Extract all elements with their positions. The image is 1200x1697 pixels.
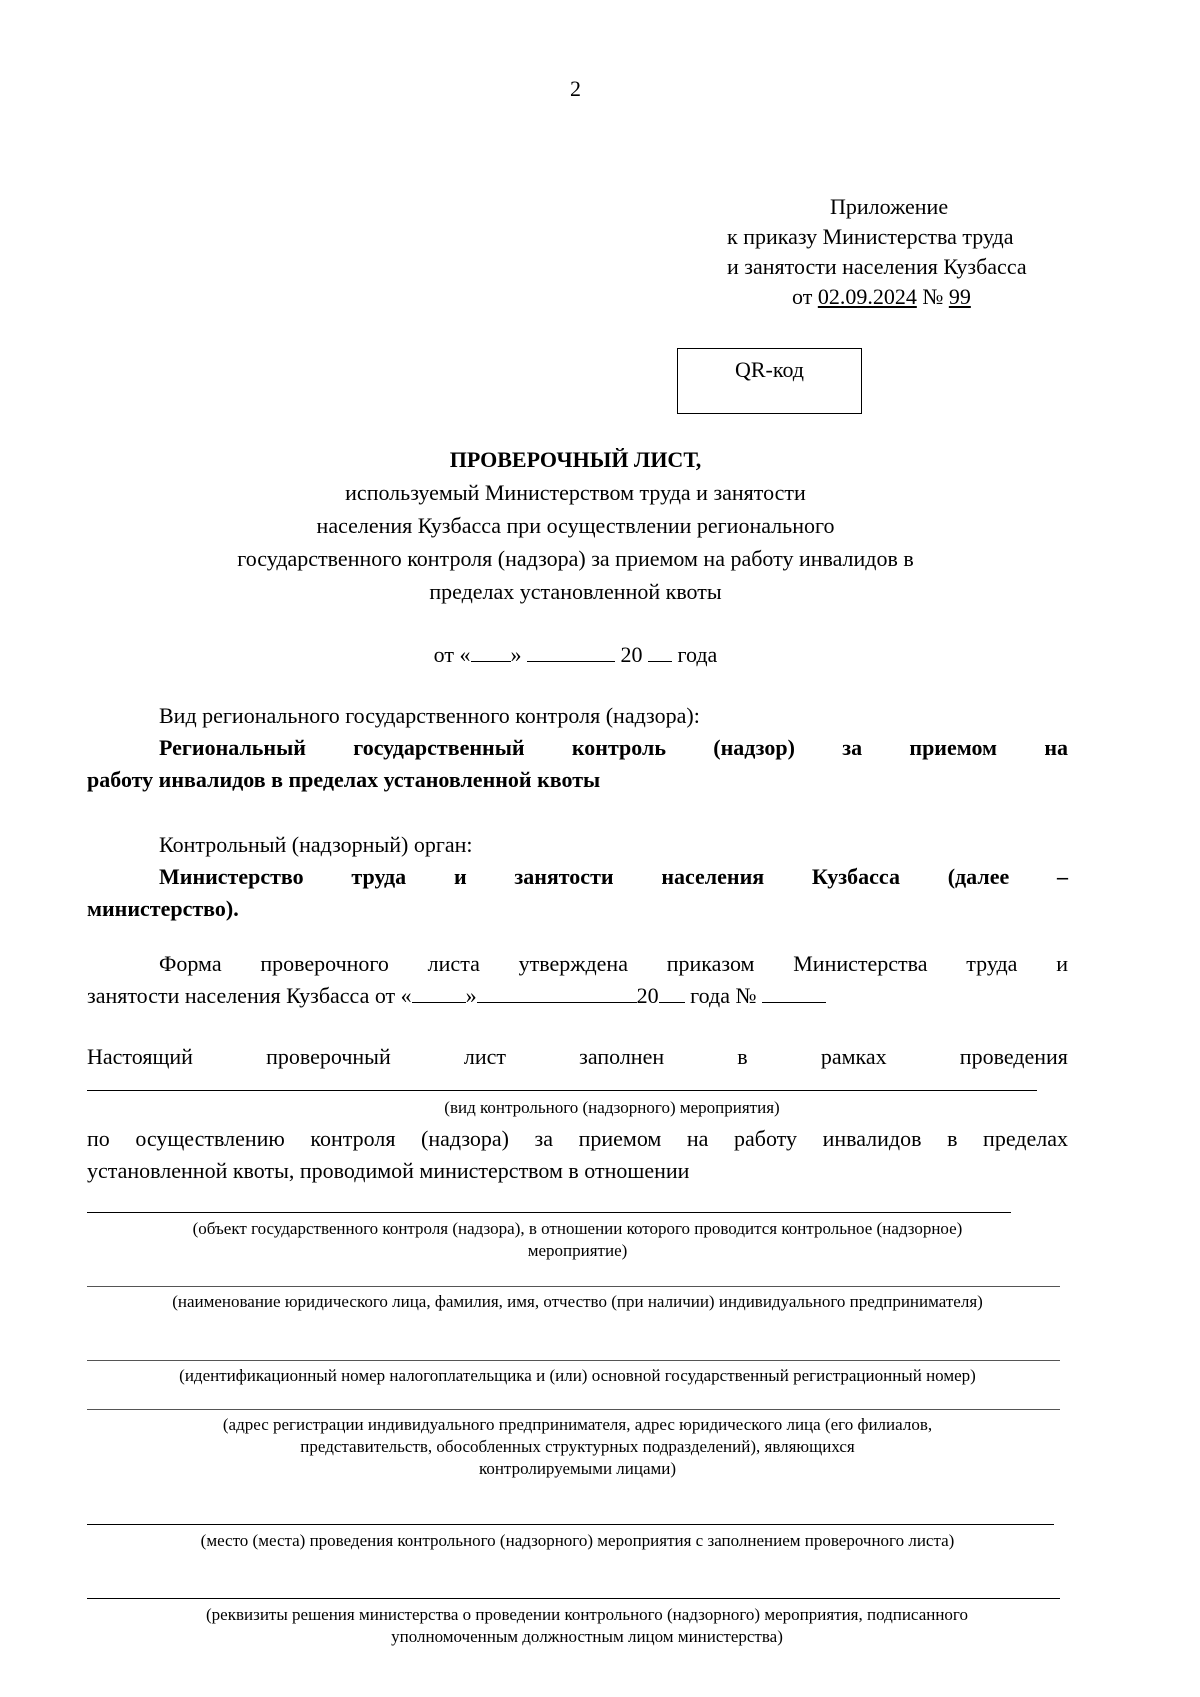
year-prefix: 20: [620, 642, 643, 667]
approval-year-blank[interactable]: [659, 980, 685, 1003]
date-prefix: от «: [433, 642, 471, 667]
subtitle-line-4: пределах установленной квоты: [429, 579, 722, 604]
place-caption: (место (места) проведения контрольного (надзорного) мероприятия с заполнением проверочного листа): [200, 1531, 955, 1550]
object-caption-line-2: мероприятие): [527, 1241, 628, 1260]
object-fill-line[interactable]: [87, 1212, 1011, 1213]
control-type-value-line-2: работу инвалидов в пределах установленной квоты: [87, 767, 601, 792]
appendix-date-line: [792, 282, 971, 312]
filled-in-word: лист: [463, 1044, 507, 1069]
entity-name-caption: (наименование юридического лица, фамилия, имя, отчество (при наличии) индивидуального предпринимателя): [172, 1292, 983, 1311]
form-approval-suffix: года №: [684, 983, 757, 1008]
implementation-paragraph: [87, 1123, 1068, 1187]
address-caption-line-3: контролируемыми лицами): [478, 1459, 677, 1478]
qr-code-label: QR-код: [734, 357, 805, 382]
control-body-word: Министерство: [159, 864, 304, 889]
document-heading: [80, 443, 1071, 608]
appendix-line-3: и занятости населения Кузбасса: [727, 254, 1027, 279]
control-body-word: труда: [351, 864, 407, 889]
control-body-label: Контрольный (надзорный) орган:: [159, 832, 473, 857]
filled-in-word: проверочный: [266, 1044, 391, 1069]
address-caption-line-1: (адрес регистрации индивидуального предпринимателя, адрес юридического лица (его филиалов,: [222, 1415, 933, 1434]
month-blank[interactable]: [527, 639, 615, 662]
filled-in-word: проведения: [959, 1044, 1068, 1069]
control-body-word: населения: [661, 864, 765, 889]
control-body-word: (далее: [947, 864, 1010, 889]
approval-day-blank[interactable]: [412, 980, 466, 1003]
control-body-value-line-1: [87, 861, 1068, 893]
tax-id-caption: (идентификационный номер налогоплательщика и (или) основной государственный регистрационный номер): [179, 1366, 976, 1385]
checklist-date-line: [80, 638, 1071, 671]
date-close-quote: »: [510, 642, 522, 667]
control-type-section: [87, 700, 1068, 796]
control-type-value-line-1: Региональный государственный контроль (надзор) за приемом на: [159, 735, 1068, 760]
control-body-section: [87, 829, 1068, 925]
subtitle-line-2: населения Кузбасса при осуществлении регионального: [316, 513, 835, 538]
appendix-date-prefix: от: [792, 284, 818, 309]
qr-code-placeholder: [677, 348, 862, 414]
control-body-word: –: [1056, 864, 1068, 889]
form-approval-year-prefix: 20: [636, 983, 659, 1008]
implementation-line-2: установленной квоты, проводимой министерством в отношении: [87, 1158, 690, 1183]
subtitle-line-1: используемый Министерством труда и занятости: [345, 480, 806, 505]
appendix-date: 02.09.2024: [817, 284, 917, 309]
form-approval-line-1: Форма проверочного листа утверждена приказом Министерства труда и: [159, 951, 1068, 976]
filled-in-word: Настоящий: [87, 1044, 193, 1069]
document-title: ПРОВЕРОЧНЫЙ ЛИСТ,: [449, 447, 702, 472]
form-approval-line-2: [87, 980, 1068, 1012]
appendix-number: 99: [948, 284, 971, 309]
form-approval-section: [87, 948, 1068, 1012]
place-fill-line[interactable]: [87, 1524, 1054, 1525]
filled-in-word: рамках: [820, 1044, 887, 1069]
approval-month-blank[interactable]: [477, 980, 637, 1003]
decision-caption: [87, 1604, 1087, 1648]
appendix-line-2: к приказу Министерства труда: [727, 224, 1014, 249]
object-caption-line-1: (объект государственного контроля (надзора), в отношении которого проводится контрольное (надзорное): [192, 1219, 963, 1238]
form-approval-close-quote: »: [465, 983, 477, 1008]
decision-fill-line[interactable]: [87, 1598, 1060, 1599]
date-suffix: года: [677, 642, 718, 667]
event-type-fill-line[interactable]: [87, 1090, 1037, 1091]
control-type-label: Вид регионального государственного контроля (надзора):: [159, 703, 700, 728]
control-body-value-line-2: министерство).: [87, 896, 239, 921]
filled-in-word: в: [737, 1044, 748, 1069]
control-body-word: Кузбасса: [811, 864, 900, 889]
appendix-line-1: Приложение: [830, 194, 949, 219]
address-fill-line[interactable]: [87, 1409, 1060, 1410]
filled-in-line: [87, 1041, 1068, 1073]
object-caption: [87, 1218, 1068, 1262]
control-body-word: и: [453, 864, 467, 889]
address-caption-line-2: представительств, обособленных структурных подразделений), являющихся: [300, 1437, 855, 1456]
implementation-line-1: по осуществлению контроля (надзора) за приемом на работу инвалидов в пределах: [87, 1126, 1068, 1151]
year-blank[interactable]: [648, 639, 672, 662]
filled-in-word: заполнен: [579, 1044, 665, 1069]
approval-number-blank[interactable]: [762, 980, 826, 1003]
control-body-word: занятости: [514, 864, 614, 889]
decision-caption-line-1: (реквизиты решения министерства о проведении контрольного (надзорного) мероприятия, подписанного: [206, 1605, 968, 1624]
entity-name-fill-line[interactable]: [87, 1286, 1060, 1287]
decision-caption-line-2: уполномоченным должностным лицом министерства): [391, 1627, 783, 1646]
address-caption: [87, 1414, 1068, 1480]
appendix-number-sign: №: [916, 284, 949, 309]
form-approval-prefix: занятости населения Кузбасса от «: [87, 983, 412, 1008]
tax-id-fill-line[interactable]: [87, 1360, 1060, 1361]
page-number: 2: [570, 76, 581, 101]
appendix-reference: [0, 192, 1200, 322]
day-blank[interactable]: [471, 639, 511, 662]
event-type-caption: (вид контрольного (надзорного) мероприятия): [444, 1098, 780, 1117]
subtitle-line-3: государственного контроля (надзора) за приемом на работу инвалидов в: [237, 546, 914, 571]
